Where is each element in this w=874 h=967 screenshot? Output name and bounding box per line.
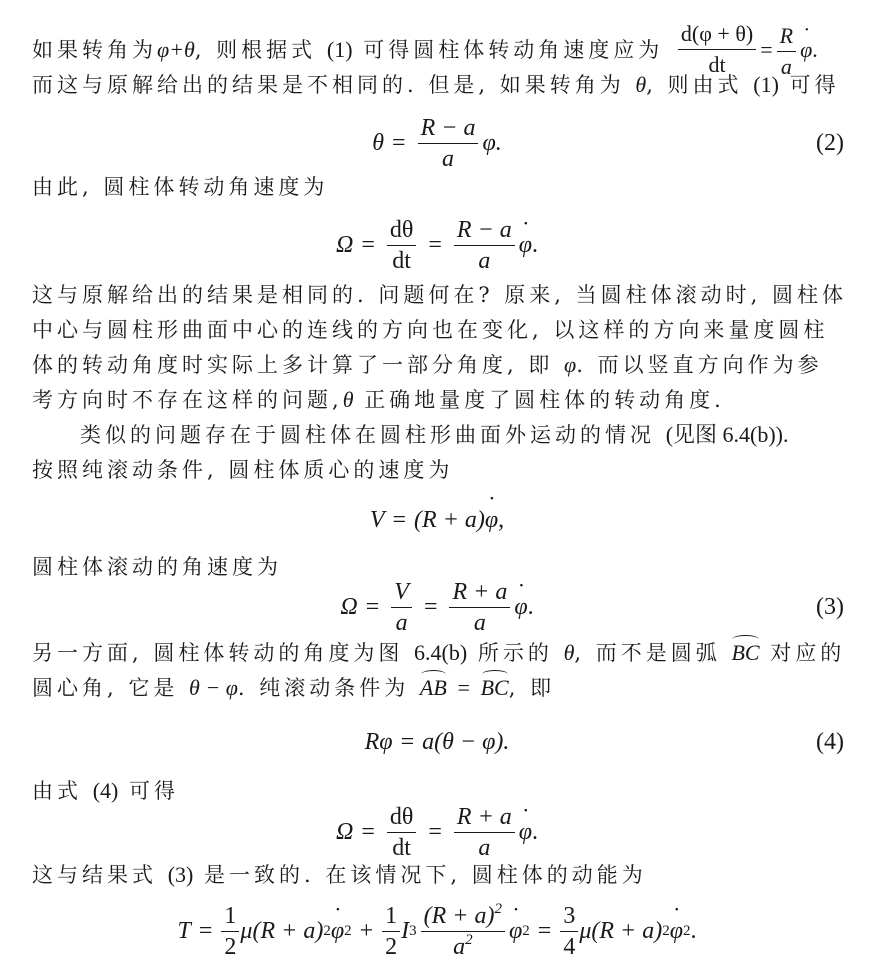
numerator: 1 bbox=[382, 902, 400, 932]
numerator: V bbox=[391, 578, 412, 608]
text: 考方向时不存在这样的问题, bbox=[32, 388, 343, 412]
fraction bbox=[387, 216, 417, 275]
text: , 则根据式 bbox=[194, 38, 317, 62]
arc-bc: BC bbox=[731, 638, 759, 668]
text: 可得圆柱体转动角速度应为 bbox=[363, 38, 664, 62]
equation-number: (4) bbox=[816, 728, 844, 755]
equation-3 bbox=[0, 572, 874, 642]
math: Rφ bbox=[364, 728, 393, 755]
equation-velocity bbox=[0, 500, 874, 540]
fraction bbox=[421, 902, 505, 961]
figure-ref: (见图 6.4(b)). bbox=[665, 422, 789, 447]
math: Ω bbox=[335, 818, 354, 845]
denominator: dt bbox=[392, 247, 411, 274]
numerator: R − a bbox=[454, 216, 515, 246]
equals: = bbox=[361, 818, 375, 845]
figure-ref: 6.4(b) bbox=[414, 640, 468, 665]
equals: = bbox=[428, 818, 442, 845]
denominator: a bbox=[395, 609, 408, 636]
fraction bbox=[418, 114, 479, 173]
denominator: 4 bbox=[563, 933, 576, 960]
math: μ(R + a) bbox=[579, 917, 663, 944]
math: φ. bbox=[482, 129, 502, 156]
numerator: R − a bbox=[418, 114, 479, 144]
text-line bbox=[32, 860, 845, 890]
text: 正确地量度了圆柱体的转动角度. bbox=[364, 388, 725, 412]
math-inline: φ bbox=[564, 352, 577, 377]
equation-kinetic-energy: T = $\frac{1}{2}$ μ(R + a) 2 φ ˙ 2 + $\frac{1}{2}$ I 3 $\frac{(R + a)^2}{a^2}$ φ ˙ 2 = $\frac{3}{4}$ μ(R + a) 2 φ ˙ 2 . bbox=[0, 895, 874, 967]
denominator: a bbox=[478, 247, 491, 274]
equals: = bbox=[428, 231, 442, 258]
numerator: R + a bbox=[454, 803, 515, 833]
text: 由式 bbox=[32, 779, 82, 803]
equals: = bbox=[423, 593, 438, 620]
equation-ref: (1) bbox=[326, 37, 353, 62]
denominator: a bbox=[453, 933, 466, 960]
exponent: 2 bbox=[465, 931, 473, 948]
numerator: d(φ + θ) bbox=[678, 20, 756, 50]
numerator: dθ bbox=[387, 216, 417, 246]
numerator: dθ bbox=[387, 803, 417, 833]
text: , 则由式 bbox=[646, 73, 743, 97]
numerator: (R + a) bbox=[423, 902, 495, 929]
text: 另一方面, 圆柱体转动的角度为图 bbox=[32, 641, 404, 665]
equals: = bbox=[537, 917, 552, 944]
text: 按照纯滚动条件, 圆柱体质心的速度为 bbox=[32, 458, 454, 482]
equals: = bbox=[760, 37, 773, 62]
math: V bbox=[369, 506, 385, 533]
text-line bbox=[32, 70, 845, 100]
equals: = bbox=[457, 675, 470, 700]
equals: = bbox=[392, 129, 406, 156]
text: 如果转角为 bbox=[32, 38, 157, 62]
math: T bbox=[177, 917, 191, 944]
text: 对应的 bbox=[770, 641, 846, 665]
equation-number: (3) bbox=[816, 593, 844, 620]
equals: = bbox=[361, 231, 375, 258]
text-line bbox=[32, 385, 845, 415]
comma: , bbox=[498, 506, 505, 533]
equation-ref: (3) bbox=[167, 862, 194, 887]
period: . bbox=[690, 917, 697, 944]
text: 体的转动角度时实际上多计算了一部分角度, 即 bbox=[32, 353, 554, 377]
math-inline: φ+θ bbox=[157, 37, 195, 62]
fraction bbox=[454, 803, 515, 862]
denominator: dt bbox=[708, 52, 726, 77]
equals: = bbox=[198, 917, 213, 944]
exponent: 2 bbox=[494, 900, 502, 917]
equals: = bbox=[400, 728, 415, 755]
phi-dot: φ ˙ bbox=[800, 35, 812, 65]
period: . bbox=[812, 37, 818, 62]
text-line bbox=[32, 673, 845, 703]
equation-number: (2) bbox=[816, 129, 844, 156]
phi-dot: φ ˙ bbox=[485, 507, 498, 534]
equation-omega-1 bbox=[0, 210, 874, 280]
text: 可得 bbox=[129, 779, 180, 803]
fraction bbox=[449, 578, 510, 637]
text: 这与结果式 bbox=[32, 863, 157, 887]
fraction bbox=[454, 216, 515, 275]
math-inline: θ − φ bbox=[189, 675, 238, 700]
math-inline: θ bbox=[563, 640, 575, 665]
math: a(θ − φ). bbox=[422, 728, 510, 755]
math-inline: θ bbox=[635, 72, 647, 97]
denominator: a bbox=[478, 834, 491, 861]
text: 可得 bbox=[789, 73, 840, 97]
math: I bbox=[401, 917, 410, 944]
text: . 纯滚动条件为 bbox=[237, 676, 410, 700]
math: Ω bbox=[340, 593, 358, 620]
fraction bbox=[221, 902, 239, 961]
text: 而这与原解给出的结果是不相同的. 但是, 如果转角为 bbox=[32, 73, 625, 97]
text: 中心与圆柱形曲面中心的连线的方向也在变化, 以这样的方向来量度圆柱 bbox=[32, 318, 829, 342]
denominator: a bbox=[442, 145, 455, 172]
denominator: a bbox=[473, 609, 486, 636]
period: . bbox=[527, 593, 534, 620]
fraction bbox=[391, 578, 412, 637]
equals: = bbox=[392, 506, 407, 533]
equation-4 bbox=[0, 722, 874, 762]
fraction bbox=[560, 902, 578, 961]
text: 类似的问题存在于圆柱体在圆柱形曲面外运动的情况 bbox=[80, 423, 655, 447]
phi-dot: φ ˙ bbox=[519, 819, 532, 846]
period: . bbox=[532, 818, 539, 845]
equation-omega-2 bbox=[0, 797, 874, 867]
numerator: 1 bbox=[221, 902, 239, 932]
denominator: dt bbox=[392, 834, 411, 861]
phi-dot: φ ˙ bbox=[509, 918, 522, 945]
text-line bbox=[32, 280, 845, 310]
arc-bc: BC bbox=[481, 673, 509, 703]
text: 所示的 bbox=[477, 641, 553, 665]
fraction bbox=[387, 803, 417, 862]
math-inline: θ bbox=[342, 387, 354, 412]
denominator: a bbox=[780, 54, 792, 79]
numerator: R bbox=[777, 22, 796, 52]
equation-ref: (1) bbox=[753, 72, 779, 97]
fraction bbox=[382, 902, 400, 961]
text: 由此, 圆柱体转动角速度为 bbox=[32, 175, 329, 199]
text: , 而不是圆弧 bbox=[574, 641, 721, 665]
phi-dot: φ ˙ bbox=[331, 918, 344, 945]
text: 圆柱体滚动的角速度为 bbox=[32, 555, 282, 579]
phi-dot: φ ˙ bbox=[519, 232, 532, 259]
plus: + bbox=[359, 917, 374, 944]
text: 是一致的. 在该情况下, 圆柱体的动能为 bbox=[204, 863, 647, 887]
text-line bbox=[80, 420, 874, 450]
math: (R + a) bbox=[414, 506, 485, 533]
text-line bbox=[32, 315, 845, 345]
denominator: 2 bbox=[224, 933, 237, 960]
equation-ref: (4) bbox=[92, 778, 119, 803]
text-line bbox=[32, 172, 845, 202]
math: Ω bbox=[335, 231, 354, 258]
denominator: 2 bbox=[385, 933, 398, 960]
equation-2 bbox=[0, 108, 874, 178]
phi-dot: φ ˙ bbox=[670, 918, 683, 945]
text-line bbox=[32, 455, 845, 485]
text: 圆心角, 它是 bbox=[32, 676, 179, 700]
math: μ(R + a) bbox=[240, 917, 324, 944]
text: , 即 bbox=[508, 676, 556, 700]
text: 这与原解给出的结果是相同的. 问题何在? 原来, 当圆柱体滚动时, 圆柱体 bbox=[32, 283, 847, 307]
period: . bbox=[532, 231, 539, 258]
numerator: 3 bbox=[560, 902, 578, 932]
text: . 而以竖直方向作为参 bbox=[576, 353, 823, 377]
phi-dot: φ ˙ bbox=[514, 594, 527, 621]
equals: = bbox=[365, 593, 380, 620]
arc-ab: AB bbox=[420, 673, 447, 703]
text-line bbox=[32, 638, 845, 668]
numerator: R + a bbox=[449, 578, 510, 608]
text-line bbox=[32, 350, 845, 380]
math: θ bbox=[372, 129, 385, 156]
